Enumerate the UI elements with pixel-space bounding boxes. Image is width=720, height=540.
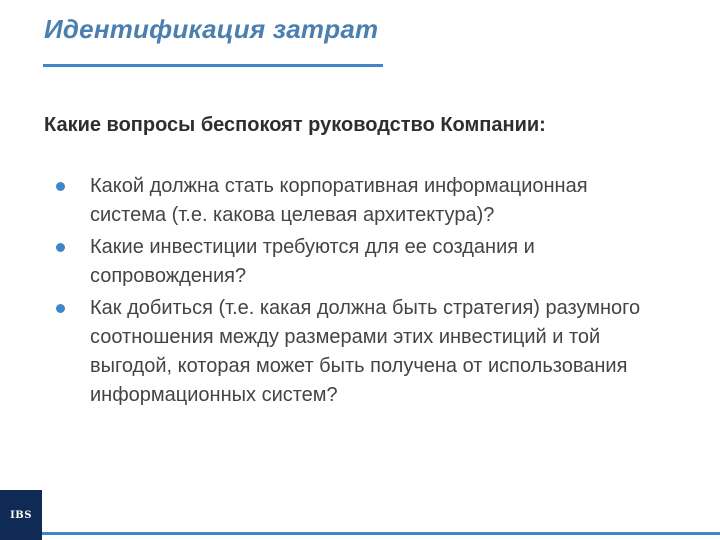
bullet-item — [56, 172, 656, 230]
bullet-item — [56, 294, 656, 410]
bullet-text: Какие инвестиции требуются для ее создания и сопровождения? — [90, 236, 535, 287]
title-underline — [43, 64, 383, 67]
bullet-dot-icon — [56, 182, 65, 191]
footer-line — [42, 532, 720, 535]
logo-text: IBS — [10, 509, 32, 521]
bullet-text: Как добиться (т.е. какая должна быть стратегия) разумного соотношения между размерами этих инвестиций и той выгодой, которая может быть получена от использования информационных систем? — [90, 297, 641, 406]
bullet-dot-icon — [56, 243, 65, 252]
slide-title: Идентификация затрат — [44, 14, 379, 44]
question-heading: Какие вопросы беспокоят руководство Компании: — [44, 114, 546, 136]
bullet-item — [56, 233, 656, 291]
bullet-text: Какой должна стать корпоративная информационная система (т.е. какова целевая архитектура)? — [90, 175, 588, 226]
bullet-dot-icon — [56, 304, 65, 313]
bullet-list — [56, 172, 656, 413]
ibs-logo — [0, 490, 42, 540]
